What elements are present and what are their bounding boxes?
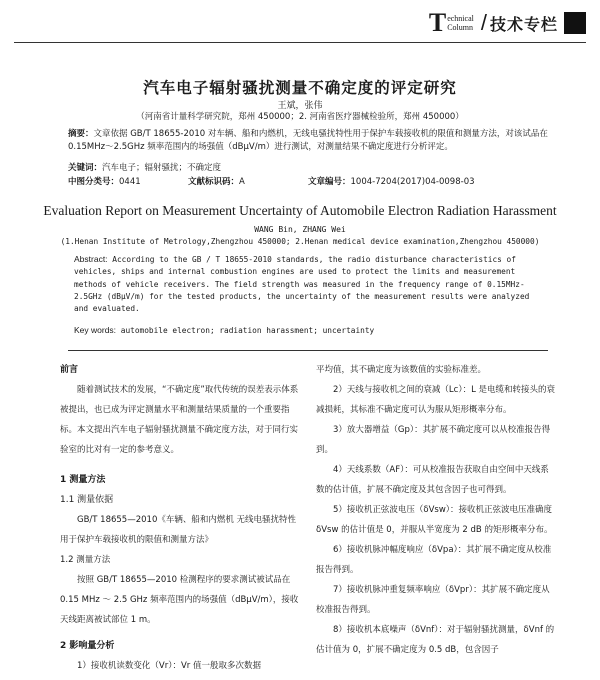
authors-en: WANG Bin, ZHANG Wei — [254, 225, 346, 234]
affiliation-zh: （河南省计量科学研究院，郑州 450000；2. 河南省医疗器械检验所，郑州 450000） — [136, 112, 464, 122]
header-small-text — [447, 14, 474, 32]
doc-label: 文献标识码： — [188, 177, 240, 187]
page-title-zh: 汽车电子辐射骚扰测量不确定度的评定研究 — [143, 79, 457, 97]
keywords-zh-label: 关键词： — [68, 163, 103, 173]
header-big-letter: T — [428, 8, 447, 37]
influence-item-3: 3）放大器增益（Gp）：其扩展不确定度可以从校准报告得到。 — [316, 425, 551, 455]
page-title-en: Evaluation Report on Measurement Uncertainty of Automobile Electron Radiation Harassment — [43, 203, 557, 218]
header-small-top: echnical — [447, 14, 474, 23]
abstract-zh — [68, 128, 548, 153]
keywords-zh-text: 汽车电子；辐射骚扰；不确定度 — [102, 163, 222, 173]
abstract-zh-label: 摘要： — [68, 129, 94, 139]
header-rule — [14, 42, 586, 43]
influence-item-5: 5）接收机正弦波电压（δVsw）：接收机正弦波电压准确度 δVsw 的估计值是 0，并服从半宽度为 2 dB 的矩形概率分布。 — [316, 505, 553, 535]
abstract-divider — [68, 350, 548, 351]
intro-text: 随着测试技术的发展，“不确定度”取代传统的误差表示体系被提出，也已成为评定测量水平和测量结果质量的一个重要指标。本文提出汽车电子辐射骚扰测量不确定度方法，对于同行实验室的比对有一定的参考意义。 — [60, 385, 299, 455]
keywords-en-label: Key words: — [74, 325, 117, 335]
keywords-en — [74, 325, 546, 335]
influence-item-8: 8）接收机本底噪声（δVnf）：对于辐射骚扰测量，δVnf 的估计值为 0，扩展不确定度为 0.5 dB，包含因子 — [316, 625, 555, 655]
abstract-en-text: According to the GB / T 18655-2010 standards, the radio disturbance characteristics of vehicles, ships and internal combustion engines are used to protect the limits and measurement methods of vehicle receivers. The field strength was measured in the frequency range of 0.15MHz-2.5GHz (dBμV/m) for the tested products, the uncertainty of the measurement results were analyzed and evaluated. — [74, 255, 530, 314]
influence-item-7: 7）接收机脉冲重复频率响应（δVpr）：其扩展不确定度从校准报告得到。 — [316, 585, 550, 615]
left-column — [60, 360, 300, 676]
column-header — [429, 8, 586, 38]
header-black-block — [564, 12, 586, 34]
intro-heading: 前言 — [60, 365, 79, 375]
section-1-1-text: GB/T 18655—2010《车辆、船和内燃机 无线电骚扰特性 用于保护车载接收机的限值和测量方法》 — [60, 515, 297, 545]
section-1-1-heading: 1.1 测量依据 — [60, 495, 114, 505]
influence-item-6: 6）接收机脉冲幅度响应（δVpa）：其扩展不确定度从校准报告得到。 — [316, 545, 552, 575]
influence-item-2: 2）天线与接收机之间的衰减（Lc）：L 是电缆和转接头的衰减损耗，其标准不确定度可认为服从矩形概率分布。 — [316, 385, 556, 415]
clc-label: 中图分类号： — [68, 177, 120, 187]
section-1-2-heading: 1.2 测量方法 — [60, 555, 111, 565]
authors-zh: 王斌，张伟 — [277, 101, 323, 111]
right-column — [316, 360, 556, 660]
header-column-name: 技术专栏 — [489, 14, 558, 34]
section-1-2-text: 按照 GB/T 18655—2010 检测程序的要求测试被试品在 0.15 MHz ～ 2.5 GHz 频率范围内的场强值（dBμV/m），接收天线距离被试部位 1 m。 — [60, 575, 299, 625]
influence-item-4: 4）天线系数（AF）：可从校准报告获取自由空间中天线系数的估计值，扩展不确定度及其包含因子也可得到。 — [316, 465, 549, 495]
section-2-item-1: 1）接收机读数变化（Vr）：Vr 值一般取多次数据 — [77, 661, 261, 671]
abstract-zh-text: 文章依据 GB/T 18655-2010 对车辆、船和内燃机，无线电骚扰特性用于保护车载接收机的限值和测量方法，对该试品在 0.15MHz～2.5GHz 频率范围内的场强值（dBμV/m）进行测试，对测量结果不确定度进行分析评定。 — [68, 129, 548, 152]
abstract-en — [74, 253, 546, 315]
clc-value: 0441 — [119, 177, 141, 187]
section-1-heading: 1 测量方法 — [60, 475, 106, 485]
header-slash: / — [480, 10, 487, 35]
meta-zh — [68, 175, 548, 187]
abstract-en-label: Abstract: — [74, 254, 108, 264]
article-no-label: 文章编号： — [308, 177, 351, 187]
keywords-zh — [68, 162, 548, 175]
keywords-en-text: automobile electron; radiation harassment; uncertainty — [120, 326, 375, 335]
doc-value: A — [239, 177, 245, 187]
article-no-value: 1004-7204(2017)04-0098-03 — [350, 177, 475, 187]
header-small-bottom: Column — [447, 23, 473, 32]
right-line-0: 平均值，其不确定度为该数值的实验标准差。 — [316, 365, 487, 375]
affiliation-en: (1.Henan Institute of Metrology,Zhengzhou 450000; 2.Henan medical device examination,Zhengzhou 450000) — [60, 237, 540, 246]
section-2-heading: 2 影响量分析 — [60, 641, 115, 651]
